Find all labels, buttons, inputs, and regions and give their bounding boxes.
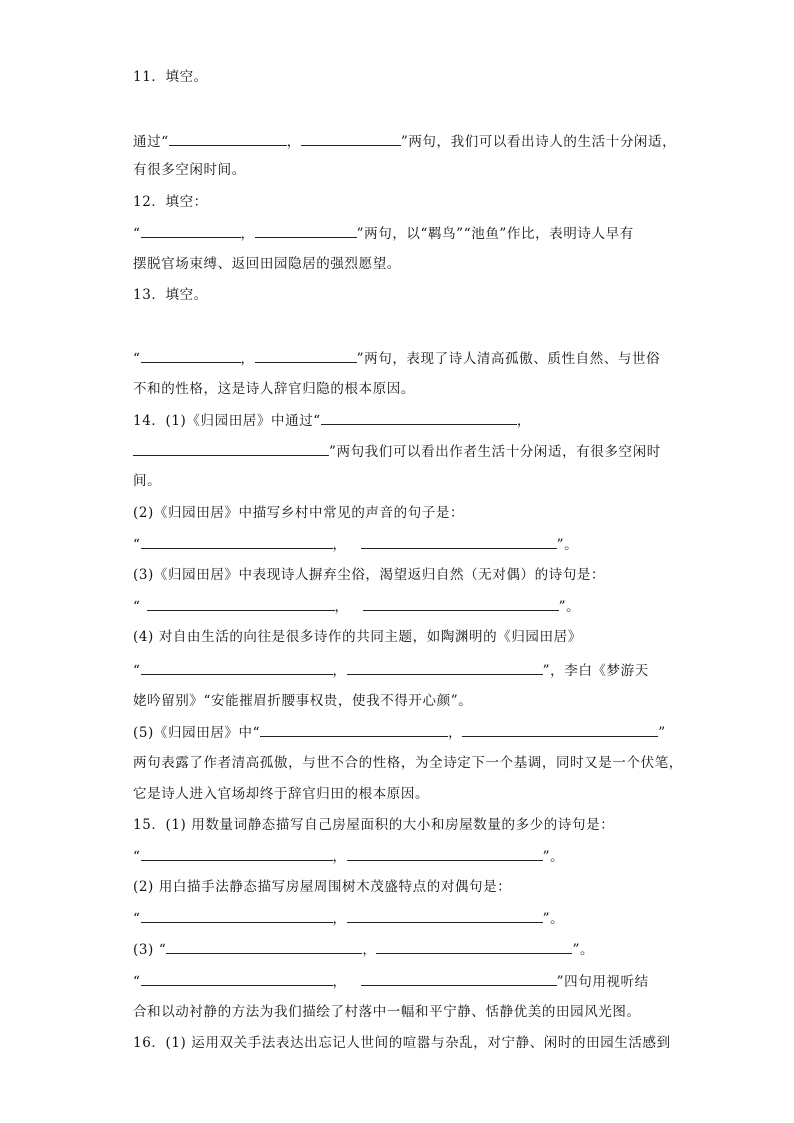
line-text: 15．(1) 用数量词静态描写自己房屋面积的大小和房屋数量的多少的诗句是： [133,817,615,833]
line-text: ”两句，表现了诗人清高孤傲、质性自然、与世俗 [356,351,661,367]
line-text: “ [133,599,141,615]
line-text: ”两句，我们可以看出诗人的生活十分闲适， [400,134,677,150]
answer-blank[interactable] [462,723,658,737]
line-text: ， [362,942,377,958]
line-text: ， [286,134,301,150]
line-text: ”。 [542,911,565,927]
question-14-1-line-2 [133,442,661,461]
line-text: ”两句，以“羁鸟”“池鱼”作比，表明诗人早有 [356,226,634,242]
question-14-2-answer [133,535,578,554]
answer-blank[interactable] [321,411,517,425]
line-text: 通过“ [133,134,169,150]
answer-blank[interactable] [361,535,557,549]
line-text: 11．填空。 [133,69,208,85]
line-text: ” [658,725,666,741]
line-text: “ [133,849,141,865]
question-15-2-prompt [133,878,511,896]
line-text: “ [133,537,141,553]
answer-blank[interactable] [169,132,287,146]
line-text: 两句表露了作者清高孤傲，与世不合的性格，为全诗定下一个基调，同时又是一个伏笔， [133,755,683,771]
question-12-line-1 [133,224,634,243]
line-text: ， [516,413,531,429]
line-text: 13．填空。 [133,287,208,303]
answer-blank[interactable] [141,909,333,923]
answer-blank[interactable] [347,661,543,675]
answer-blank[interactable] [141,224,241,238]
question-14-4-prompt [133,628,582,646]
line-text: 有很多空闲时间。 [133,162,246,178]
question-11-heading [133,68,208,86]
line-text: ”。 [542,849,565,865]
line-text: 12．填空： [133,194,208,210]
question-14-5-line-1 [133,723,666,742]
answer-blank[interactable] [147,597,335,611]
line-text: ， [332,537,347,553]
line-text: ， [240,226,255,242]
answer-blank[interactable] [141,972,333,986]
line-text: ， [332,911,347,927]
answer-blank[interactable] [141,535,333,549]
answer-blank[interactable] [301,132,401,146]
question-14-2-prompt [133,504,464,522]
question-14-1-line-3 [133,472,161,490]
answer-blank[interactable] [255,349,357,363]
answer-blank[interactable] [255,224,357,238]
question-13-line-1 [133,349,660,368]
line-text: (3) “ [133,942,167,958]
question-14-4-answer [133,661,649,680]
line-text: “ [133,974,141,990]
line-text: “ [133,911,141,927]
question-12-heading [133,193,208,211]
line-text: ”。 [556,537,579,553]
question-13-heading [133,286,208,304]
line-text: 间。 [133,473,162,489]
answer-blank[interactable] [363,597,559,611]
line-text: ”两句我们可以看出作者生活十分闲适，有很多空闲时 [329,444,661,460]
question-11-line-1 [133,132,676,151]
question-15-2-answer [133,909,564,928]
line-text: ”四句用视听结 [556,974,649,990]
question-13-line-2 [133,380,415,398]
line-text: ”。 [572,942,595,958]
line-text: 合和以动衬静的方法为我们描绘了村落中一幅和平宁静、恬静优美的田园风光图。 [133,1004,641,1020]
question-12-line-2 [133,255,401,273]
answer-blank[interactable] [141,661,333,675]
line-text: ， [332,974,347,990]
question-14-5-line-3 [133,785,429,803]
line-text: 摆脱官场束缚、返回田园隐居的强烈愿望。 [133,256,401,272]
line-text: 16．(1) 运用双关手法表达出忘记人世间的喧嚣与杂乱，对宁静、闲时的田园生活感到 [133,1035,671,1051]
answer-blank[interactable] [347,847,543,861]
line-text: ”，李白《梦游天 [542,663,649,679]
question-15-3-line-1 [133,940,594,959]
line-text: 不和的性格，这是诗人辞官归隐的根本原因。 [133,381,415,397]
line-text: “ [133,226,141,242]
answer-blank[interactable] [260,723,448,737]
question-14-1-line-1 [133,411,531,430]
line-text: “ [133,351,141,367]
question-14-4-line-3 [133,692,472,710]
answer-blank[interactable] [166,940,362,954]
line-text: 它是诗人进入官场却终于辞官归田的根本原因。 [133,786,430,802]
line-text: (4) 对自由生活的向往是很多诗作的共同主题，如陶渊明的《归园田居》 [133,629,582,645]
line-text: ， [334,599,349,615]
question-11-line-2 [133,161,246,179]
answer-blank[interactable] [141,349,241,363]
line-text: 14．(1)《归园田居》中通过“ [133,413,321,429]
answer-blank[interactable] [347,909,543,923]
question-14-3-answer [133,597,580,616]
answer-blank[interactable] [133,442,329,456]
line-text: (2)《归园田居》中描写乡村中常见的声音的句子是： [133,505,465,521]
line-text: (2) 用白描手法静态描写房屋周围树木茂盛特点的对偶句是： [133,879,512,895]
question-15-3-line-2 [133,972,649,991]
line-text: ， [240,351,255,367]
line-text: (3)《归园田居》中表现诗人摒弃尘俗，渴望返归自然（无对偶）的诗句是： [133,567,606,583]
line-text: (5)《归园田居》中“ [133,725,261,741]
line-text: “ [133,663,141,679]
line-text: 姥吟留别》“安能摧眉折腰事权贵，使我不得开心颜”。 [133,693,473,709]
question-15-1-prompt [133,816,614,834]
question-15-1-answer [133,847,564,866]
answer-blank[interactable] [361,972,557,986]
line-text: ， [332,663,347,679]
question-14-3-prompt [133,566,605,584]
question-15-3-line-3 [133,1003,641,1021]
question-16-line-1 [133,1034,671,1052]
line-text: ， [332,849,347,865]
line-text: ， [448,725,463,741]
answer-blank[interactable] [141,847,333,861]
line-text: ”。 [558,599,581,615]
question-14-5-line-2 [133,754,683,772]
answer-blank[interactable] [376,940,572,954]
